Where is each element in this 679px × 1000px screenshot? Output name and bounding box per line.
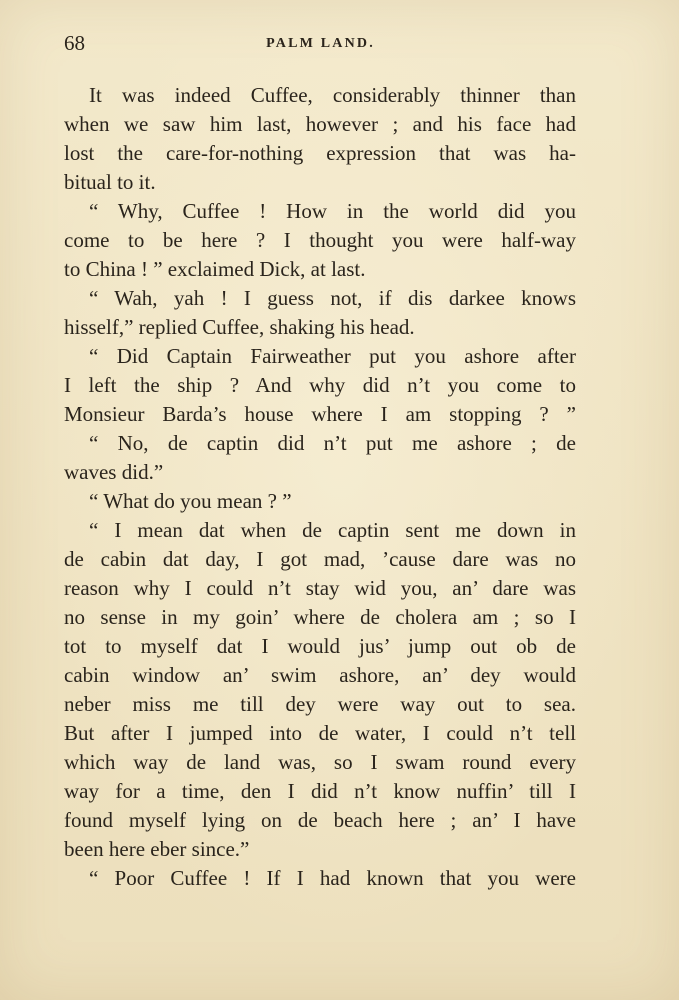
- text-line: I left the ship ? And why did n’t you come to: [64, 373, 576, 397]
- text-line: lost the care-for-nothing expression that was ha-: [64, 141, 576, 165]
- text-line: cabin window an’ swim ashore, an’ dey would: [64, 663, 576, 687]
- text-line: when we saw him last, however ; and his face had: [64, 112, 576, 136]
- text-line: reason why I could n’t stay wid you, an’ dare was: [64, 576, 576, 600]
- text-line: “ Wah, yah ! I guess not, if dis darkee knows: [89, 286, 576, 310]
- text-line: “ No, de captin did n’t put me ashore ; de: [89, 431, 576, 455]
- text-line: hisself,” replied Cuffee, shaking his head.: [64, 315, 415, 339]
- text-line: found myself lying on de beach here ; an’ I have: [64, 808, 576, 832]
- text-line: to China ! ” exclaimed Dick, at last.: [64, 257, 366, 281]
- text-line: tot to myself dat I would jus’ jump out ob de: [64, 634, 576, 658]
- page-number: 68: [64, 31, 85, 55]
- text-line: “ What do you mean ? ”: [89, 489, 292, 513]
- text-line: bitual to it.: [64, 170, 156, 194]
- running-title: PALM LAND.: [266, 36, 375, 51]
- text-line: been here eber since.”: [64, 837, 250, 861]
- text-line: “ I mean dat when de captin sent me down in: [89, 518, 576, 542]
- text-line: which way de land was, so I swam round every: [64, 750, 576, 774]
- page-header: [64, 30, 577, 56]
- text-line: “ Did Captain Fairweather put you ashore after: [89, 344, 576, 368]
- text-line: no sense in my goin’ where de cholera am ; so I: [64, 605, 576, 629]
- text-line: It was indeed Cuffee, considerably thinner than: [89, 83, 576, 107]
- text-line: But after I jumped into de water, I could n’t tell: [64, 721, 576, 745]
- text-line: de cabin dat day, I got mad, ’cause dare was no: [64, 547, 576, 571]
- text-line: “ Poor Cuffee ! If I had known that you were: [89, 866, 576, 890]
- text-line: waves did.”: [64, 460, 164, 484]
- text-line: come to be here ? I thought you were half-way: [64, 228, 576, 252]
- text-line: neber miss me till dey were way out to sea.: [64, 692, 576, 716]
- text-line: Monsieur Barda’s house where I am stopping ? ”: [64, 402, 576, 426]
- text-line: way for a time, den I did n’t know nuffin’ till I: [64, 779, 576, 803]
- body-text: [64, 81, 576, 893]
- text-line: “ Why, Cuffee ! How in the world did you: [89, 199, 576, 223]
